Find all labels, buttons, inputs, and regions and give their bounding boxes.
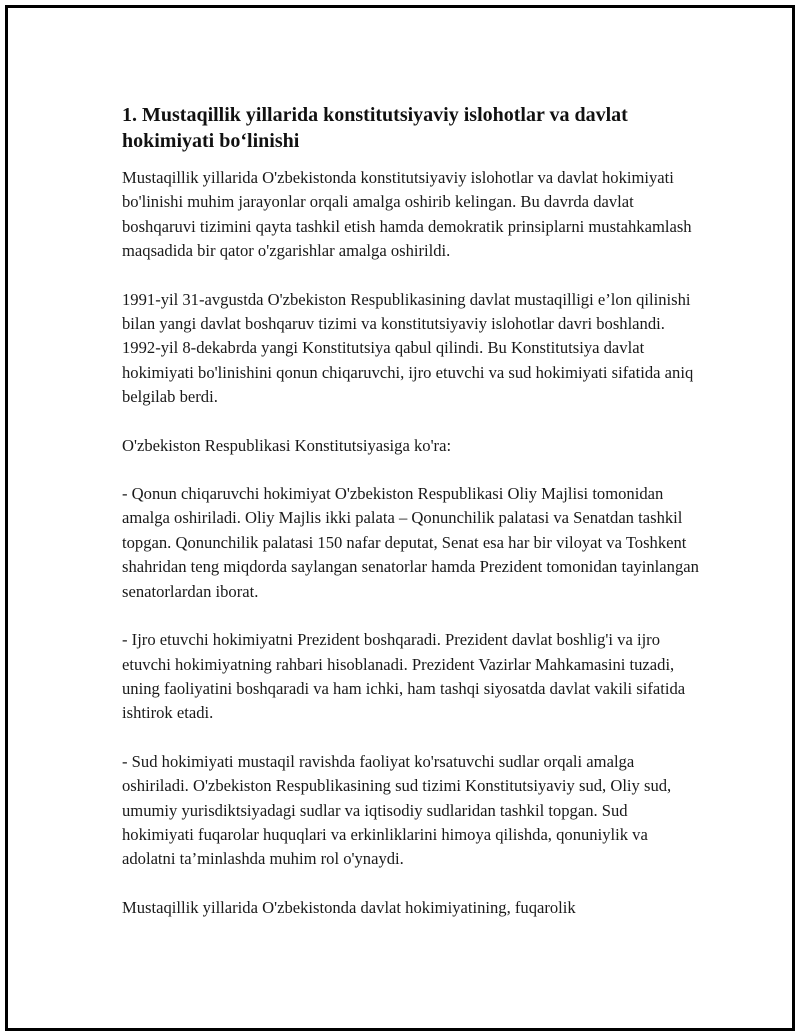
paragraph-intro: Mustaqillik yillarida O'zbekistonda konstitutsiyaviy islohotlar va davlat hokimiyati bo'linishi muhim jarayonlar orqali amalga oshirib kelingan. Bu davrda davlat boshqaruvi tizimini qayta tashkil etish hamda demokratik prinsiplarni mustahkamlash maqsadida bir qator o'zgarishlar amalga oshirildi. [122,168,692,261]
document-title: 1. Mustaqillik yillarida konstitutsiyaviy islohotlar va davlat hokimiyati bo‘linishi [122,104,628,152]
paragraph-constitution-lead: O'zbekiston Respublikasi Konstitutsiyasiga ko'ra: [122,435,452,455]
page-frame [5,5,795,1031]
paragraph-judicial: - Sud hokimiyati mustaqil ravishda faoliyat ko'rsatuvchi sudlar orqali amalga oshiriladi. O'zbekiston Respublikasining sud tizimi Konstitutsiyaviy sud, Oliy sud, umumiy yurisdiktsiyadagi sudlar va iqtisodiy sudlaridan tashkil topgan. Sud hokimiyati fuqarolar huquqlari va erkinliklarini himoya qilishda, qonuniylik va adolatni ta’minlashda muhim rol o'ynaydi. [122,751,672,869]
paragraph-executive: - Ijro etuvchi hokimiyatni Prezident boshqaradi. Prezident davlat boshlig'i va ijro etuvchi hokimiyatning rahbari hisoblanadi. Prezident Vazirlar Mahkamasini tuzadi, uning faoliyatini boshqaradi va ham ichki, ham tashqi siyosatda davlat vakili sifatida ishtirok etadi. [122,630,686,723]
paragraph-closing: Mustaqillik yillarida O'zbekistonda davlat hokimiyatining, fuqarolik [122,897,576,917]
paragraph-independence: 1991-yil 31-avgustda O'zbekiston Respublikasining davlat mustaqilligi e’lon qilinishi bilan yangi davlat boshqaruv tizimi va konstitutsiyaviy islohotlar davri boshlandi. 1992-yil 8-dekabrda yangi Konstitutsiya qabul qilindi. Bu Konstitutsiya davlat hokimiyati bo'linishini qonun chiqaruvchi, ijro etuvchi va sud hokimiyati sifatida aniq belgilab berdi. [122,289,694,407]
document-content [122,102,702,944]
paragraph-legislative: - Qonun chiqaruvchi hokimiyat O'zbekiston Respublikasi Oliy Majlisi tomonidan amalga oshiriladi. Oliy Majlis ikki palata – Qonunchilik palatasi va Senatdan tashkil topgan. Qonunchilik palatasi 150 nafar deputat, Senat esa har bir viloyat va Toshkent shahridan teng miqdorda saylangan senatorlar hamda Prezident tomonidan tayinlangan senatorlardan iborat. [122,484,699,601]
